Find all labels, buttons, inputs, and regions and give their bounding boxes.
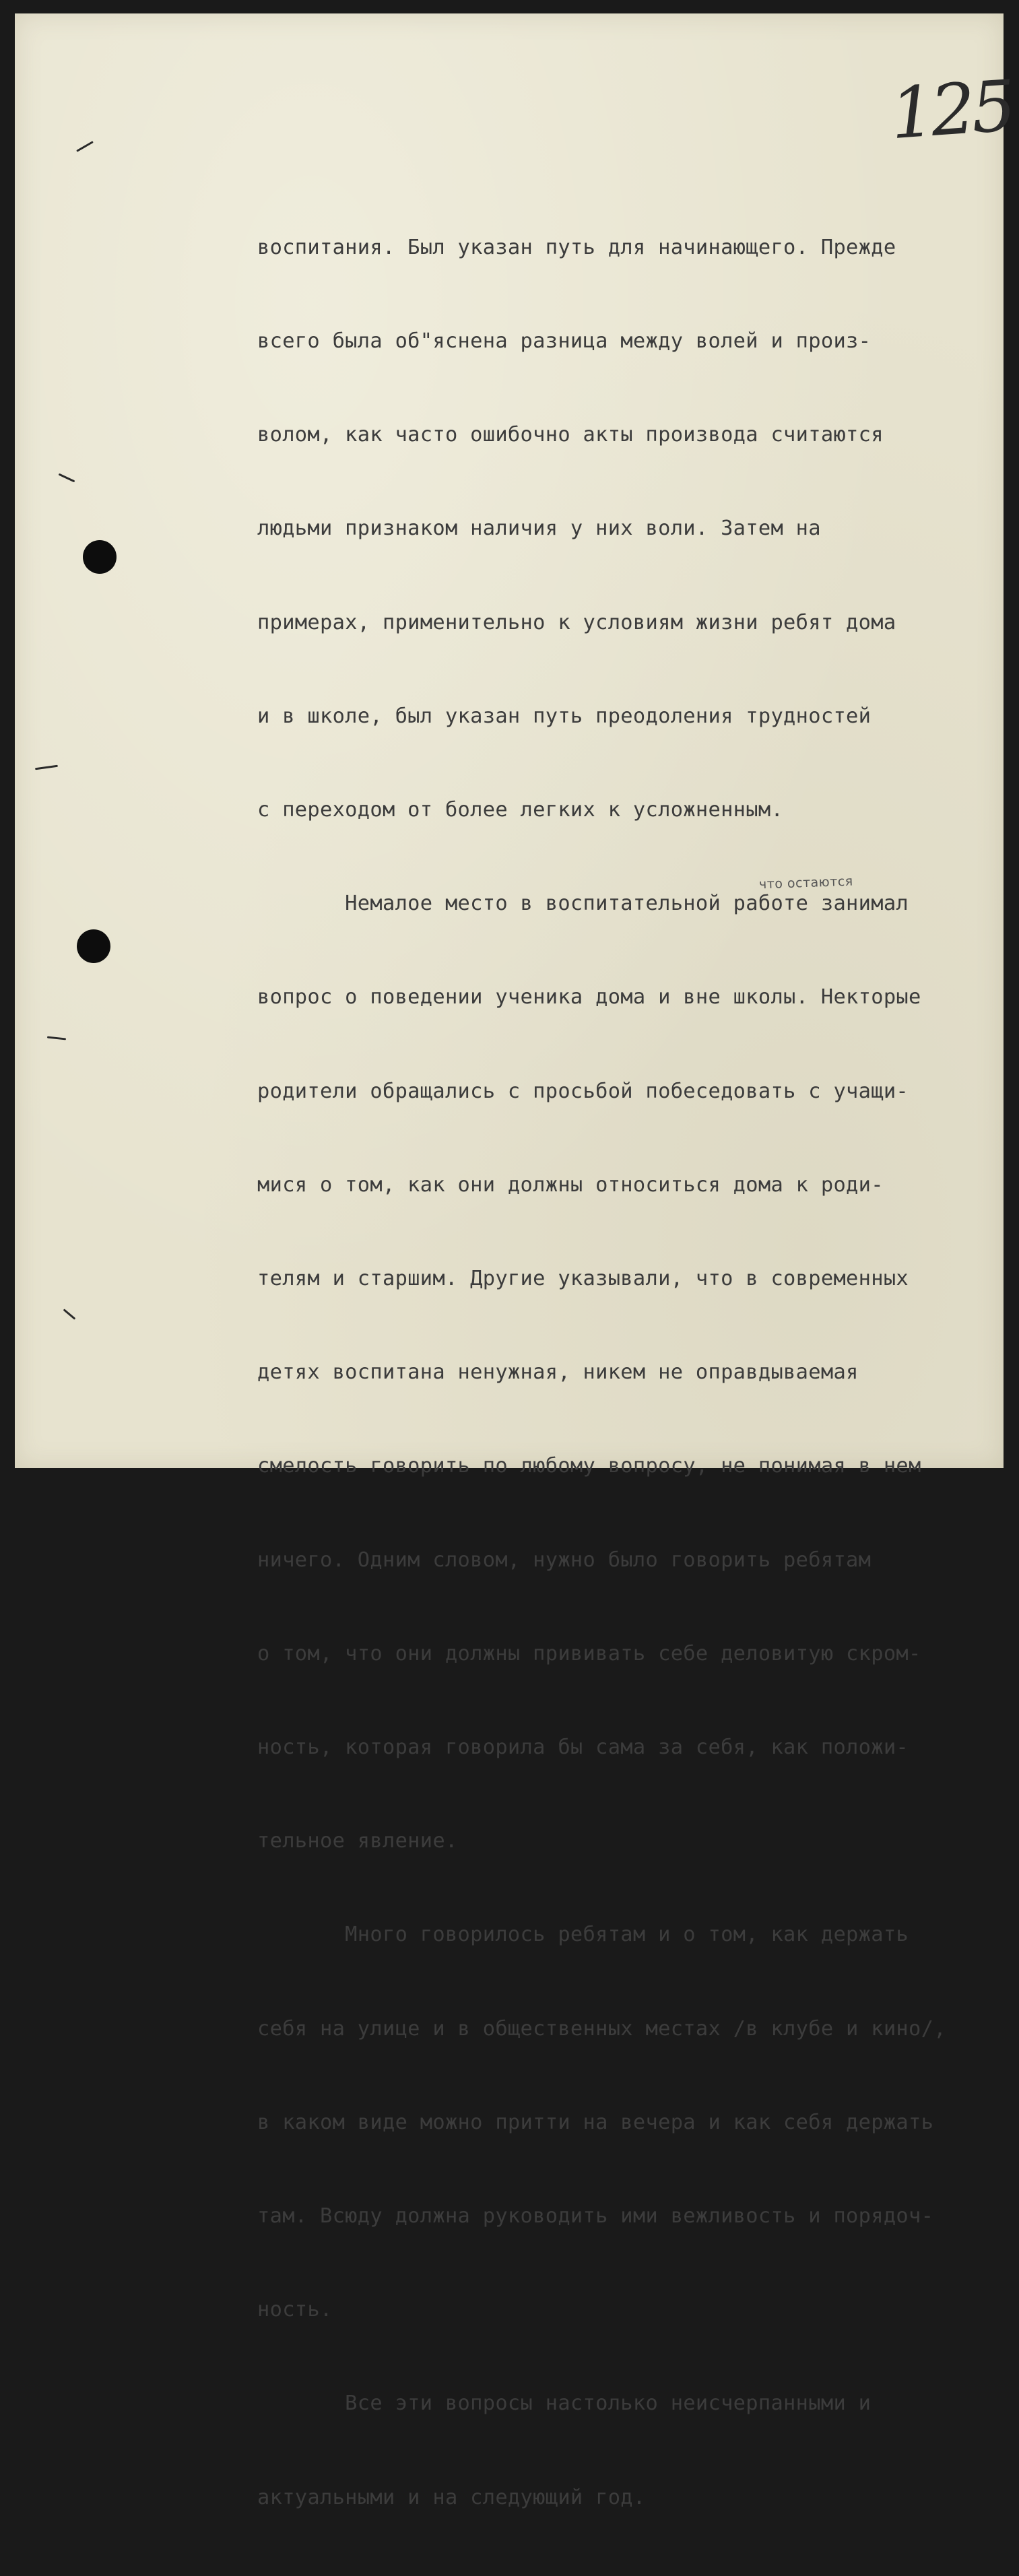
text-line: всего была об"яснена разница между волей и произ- bbox=[257, 329, 872, 354]
text-line: Все эти вопросы настолько неисчерпанными и bbox=[257, 2391, 872, 2416]
text-line: примерах, применительно к условиям жизни ребят дома bbox=[257, 610, 896, 634]
text-line: актуальными и на следующий год. bbox=[257, 2485, 646, 2509]
text-line: тельное явление. bbox=[257, 1829, 458, 1853]
text-line: волом, как часто ошибочно акты производа считаются bbox=[257, 423, 884, 447]
binding-mark bbox=[35, 765, 58, 770]
punch-hole bbox=[83, 540, 117, 574]
typewritten-text bbox=[257, 170, 946, 2576]
document-page bbox=[15, 13, 1015, 2509]
text-line: ничего. Одним словом, нужно было говорить ребятам bbox=[257, 1548, 872, 1572]
text-line: с переходом от более легких к усложненным. bbox=[257, 798, 784, 822]
text-line: Много говорилось ребятам и о том, как держать bbox=[257, 1923, 909, 1947]
binding-mark bbox=[59, 473, 75, 483]
text-line: мися о том, как они должны относиться дома к роди- bbox=[257, 1173, 884, 1197]
text-line: смелость говорить по любому вопросу, не понимая в нем bbox=[257, 1454, 921, 1478]
handwritten-insertion: что остаются bbox=[758, 873, 854, 892]
page-number: 125 bbox=[887, 64, 1015, 156]
text-line: о том, что они должны прививать себе деловитую скром- bbox=[257, 1641, 921, 1665]
binding-mark bbox=[47, 1036, 66, 1041]
text-line: людьми признаком наличия у них воли. Затем на bbox=[257, 517, 821, 541]
text-line: вопрос о поведении ученика дома и вне школы. Некторые bbox=[257, 985, 921, 1010]
binding-mark bbox=[76, 141, 94, 152]
text-line: воспитания. Был указан путь для начинающего. Прежде bbox=[257, 235, 896, 259]
text-line: телям и старшим. Другие указывали, что в современных bbox=[257, 1267, 909, 1291]
text-line: Немалое место в воспитательной работе занимал bbox=[257, 892, 909, 916]
text-line: детях воспитана ненужная, никем не оправдываемая bbox=[257, 1360, 859, 1385]
text-line: ность. bbox=[257, 2298, 333, 2322]
text-line: и в школе, был указан путь преодоления трудностей bbox=[257, 704, 872, 728]
text-line: там. Всюду должна руководить ими вежливость и порядоч- bbox=[257, 2204, 934, 2228]
text-line: родители обращались с просьбой побеседовать с учащи- bbox=[257, 1079, 909, 1103]
text-line: себя на улице и в общественных местах /в клубе и кино/, bbox=[257, 2016, 946, 2041]
binding-mark bbox=[63, 1309, 76, 1319]
text-line: в каком виде можно притти на вечера и как себя держать bbox=[257, 2110, 934, 2134]
text-line: ность, которая говорила бы сама за себя, как положи- bbox=[257, 1736, 909, 1760]
punch-hole bbox=[77, 929, 110, 963]
